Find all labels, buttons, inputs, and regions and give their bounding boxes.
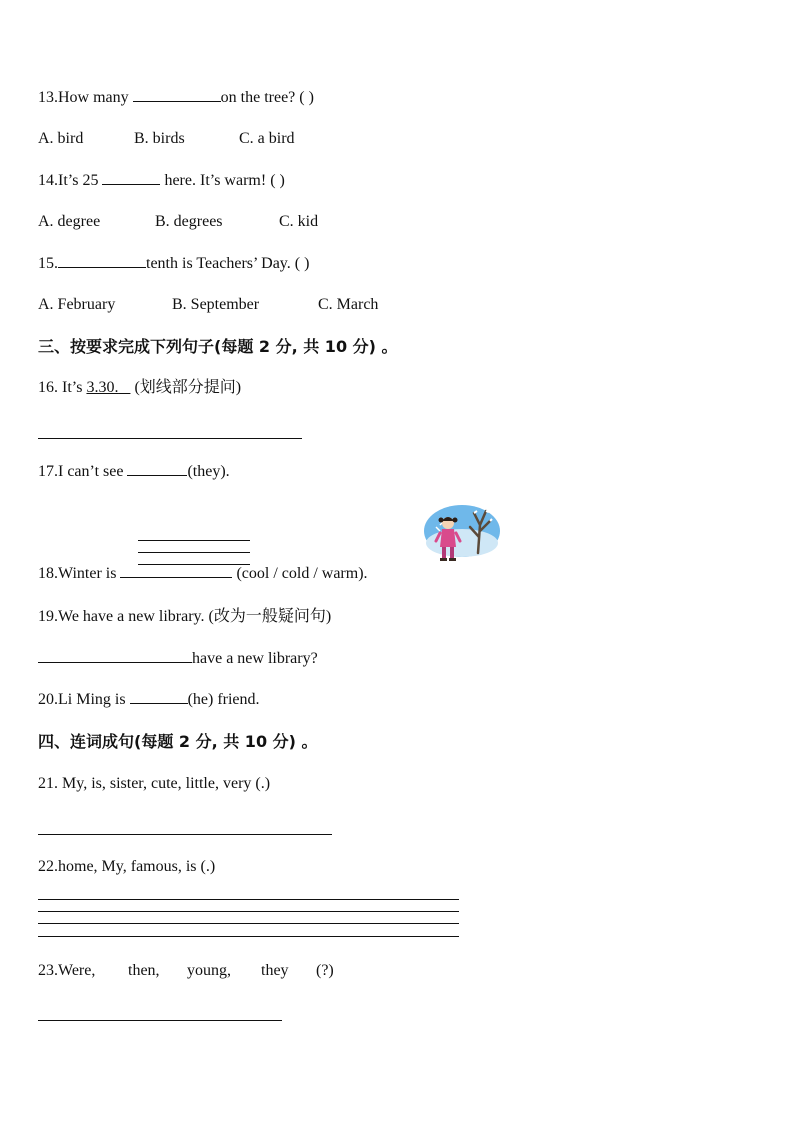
question-13-options (38, 129, 295, 149)
q22-answer-line-4[interactable] (38, 936, 459, 937)
q13-blank[interactable] (133, 100, 221, 102)
q13-option-c[interactable]: C. a bird (239, 130, 295, 147)
q16-underlined-time: 3.30. (86, 379, 119, 396)
question-14 (38, 171, 285, 191)
q14-blank[interactable] (102, 183, 160, 185)
q20-prefix: 20.Li Ming is (38, 691, 130, 708)
q15-blank[interactable] (58, 266, 146, 268)
q20-suffix: (he) friend. (187, 691, 260, 708)
q15-suffix: tenth is Teachers’ Day. ( ) (146, 255, 310, 272)
q18-blank[interactable] (120, 576, 232, 578)
q16-prefix: 16. It’s (38, 379, 87, 396)
q14-option-a[interactable]: A. degree (38, 213, 101, 230)
q17-blank[interactable] (127, 474, 187, 476)
question-19-answer (38, 649, 318, 669)
q14-option-c[interactable]: C. kid (279, 213, 319, 230)
q20-blank[interactable] (130, 702, 188, 704)
q23-word-4: they (261, 962, 289, 979)
q23-word-1: 23.Were, (38, 962, 96, 979)
winter-girl-illustration (420, 503, 500, 573)
q13-prefix: 13.How many (38, 89, 133, 106)
q14-prefix: 14.It’s 25 (38, 172, 103, 189)
q15-prefix: 15. (38, 255, 58, 272)
q15-option-b[interactable]: B. September (172, 296, 260, 313)
question-13 (38, 88, 314, 108)
question-20 (38, 690, 260, 710)
question-23 (38, 961, 334, 981)
q13-option-b[interactable]: B. birds (134, 130, 185, 147)
q13-suffix: on the tree? ( ) (220, 89, 314, 106)
q15-option-a[interactable]: A. February (38, 296, 116, 313)
question-14-options (38, 212, 318, 232)
q23-word-3: young, (187, 962, 231, 979)
q16-answer-line[interactable] (38, 438, 302, 439)
q19-blank[interactable] (38, 661, 192, 663)
question-19: 19.We have a new library. (改为一般疑问句) (38, 608, 332, 625)
girl-coat (440, 529, 456, 547)
q17-prefix: 17.I can’t see (38, 463, 128, 480)
q21-answer-line[interactable] (38, 834, 332, 835)
question-18 (38, 564, 368, 584)
question-15-options (38, 295, 378, 315)
q14-option-b[interactable]: B. degrees (155, 213, 223, 230)
q19-answer-suffix: have a new library? (192, 650, 318, 667)
section-4-heading: 四、连词成句(每题 2 分, 共 10 分) 。 (38, 732, 318, 751)
q15-option-c[interactable]: C. March (318, 296, 379, 313)
q23-answer-line[interactable] (38, 1020, 282, 1021)
q14-suffix: here. It’s warm! ( ) (160, 172, 285, 189)
q16-suffix: (划线部分提问) (130, 379, 242, 396)
q18-suffix: (cool / cold / warm). (232, 565, 368, 582)
snow-ground (426, 529, 498, 557)
q18-line-1[interactable] (138, 540, 250, 541)
section-3-heading: 三、按要求完成下列句子(每题 2 分, 共 10 分) 。 (38, 337, 398, 356)
q18-prefix: 18.Winter is (38, 565, 121, 582)
q17-suffix: (they). (187, 463, 230, 480)
q18-line-2[interactable] (138, 552, 250, 553)
q22-answer-line-3[interactable] (38, 923, 459, 924)
q13-option-a[interactable]: A. bird (38, 130, 84, 147)
q22-answer-line-1[interactable] (38, 899, 459, 900)
q23-word-5: (?) (316, 962, 334, 979)
q22-answer-line-2[interactable] (38, 911, 459, 912)
question-16 (38, 378, 241, 398)
question-21: 21. My, is, sister, cute, little, very (.) (38, 775, 271, 792)
question-22: 22.home, My, famous, is (.) (38, 858, 216, 875)
question-15 (38, 254, 309, 274)
q23-word-2: then, (128, 962, 160, 979)
question-17 (38, 462, 230, 482)
